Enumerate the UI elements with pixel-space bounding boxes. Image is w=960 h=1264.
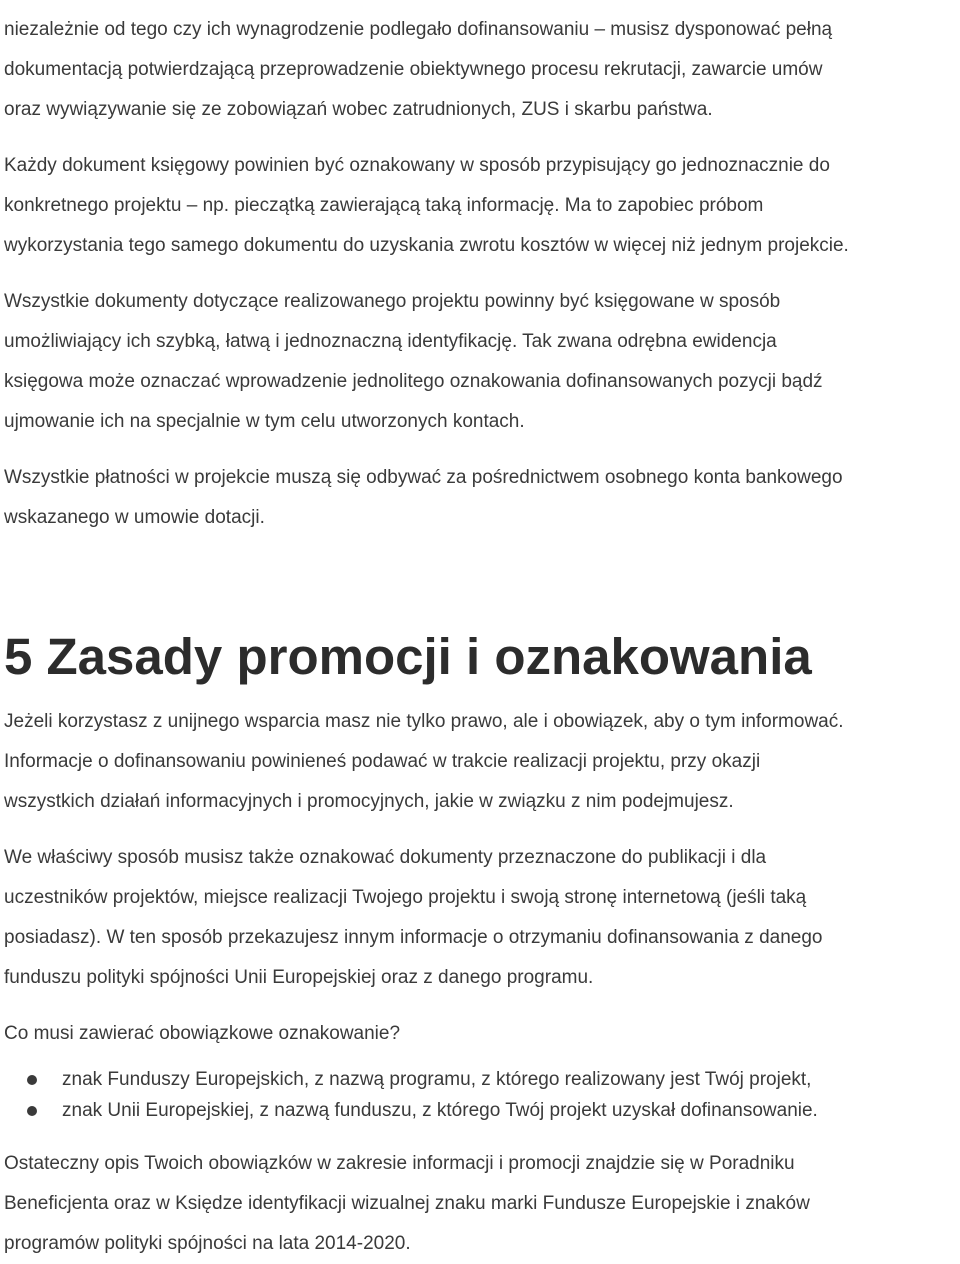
text-line: niezależnie od tego czy ich wynagrodzenie podlegało dofinansowaniu – musisz dysponować pełną xyxy=(4,19,833,40)
document-page xyxy=(4,0,956,1264)
paragraph-question xyxy=(4,1014,956,1054)
text-line: programów polityki spójności na lata 2014-2020. xyxy=(4,1233,411,1254)
paragraph-documentation xyxy=(4,10,956,130)
text-line: posiadasz). W ten sposób przekazujesz innym informacje o otrzymaniu dofinansowania z danego xyxy=(4,927,823,948)
text-line: Każdy dokument księgowy powinien być oznakowany w sposób przypisujący go jednoznacznie do xyxy=(4,155,830,176)
list-item xyxy=(4,1095,956,1126)
paragraph-separate-records xyxy=(4,282,956,442)
paragraph-payments xyxy=(4,458,956,538)
section-heading: 5 Zasady promocji i oznakowania xyxy=(4,628,812,685)
paragraph-accounting-marking xyxy=(4,146,956,266)
text-line: umożliwiający ich szybką, łatwą i jednoznaczną identyfikację. Tak zwana odrębna ewidencja xyxy=(4,331,777,352)
text-line: Co musi zawierać obowiązkowe oznakowanie? xyxy=(4,1023,401,1044)
bullet-dot-icon xyxy=(27,1106,37,1116)
text-line: Beneficjenta oraz w Księdze identyfikacji wizualnej znaku marki Fundusze Europejskie i znaków xyxy=(4,1193,810,1214)
bullet-dot-icon xyxy=(27,1075,37,1085)
text-line: oraz wywiązywanie się ze zobowiązań wobec zatrudnionych, ZUS i skarbu państwa. xyxy=(4,99,713,120)
list-item-text: znak Funduszy Europejskich, z nazwą programu, z którego realizowany jest Twój projekt, xyxy=(62,1069,812,1090)
paragraph-marking-documents xyxy=(4,838,956,998)
text-line: funduszu polityki spójności Unii Europejskiej oraz z danego programu. xyxy=(4,967,594,988)
text-line: Ostateczny opis Twoich obowiązków w zakresie informacji i promocji znajdzie się w Poradniku xyxy=(4,1153,795,1174)
text-line: dokumentacją potwierdzającą przeprowadzenie obiektywnego procesu rekrutacji, zawarcie umów xyxy=(4,59,823,80)
text-line: We właściwy sposób musisz także oznakować dokumenty przeznaczone do publikacji i dla xyxy=(4,847,767,868)
text-line: wykorzystania tego samego dokumentu do uzyskania zwrotu kosztów w więcej niż jednym projekcie. xyxy=(4,235,849,256)
bullet-list xyxy=(4,1064,956,1126)
paragraph-promotion-duty xyxy=(4,702,956,822)
text-line: wskazanego w umowie dotacji. xyxy=(4,507,265,528)
text-line: uczestników projektów, miejsce realizacji Twojego projektu i swoją stronę internetową (jeśli taką xyxy=(4,887,807,908)
text-line: ujmowanie ich na specjalnie w tym celu utworzonych kontach. xyxy=(4,411,525,432)
text-line: Jeżeli korzystasz z unijnego wsparcia masz nie tylko prawo, ale i obowiązek, aby o tym informować. xyxy=(4,711,844,732)
text-line: Wszystkie płatności w projekcie muszą się odbywać za pośrednictwem osobnego konta bankowego xyxy=(4,467,843,488)
text-line: księgowa może oznaczać wprowadzenie jednolitego oznakowania dofinansowanych pozycji bądź xyxy=(4,371,823,392)
list-item xyxy=(4,1064,956,1095)
text-line: konkretnego projektu – np. pieczątką zawierającą taką informację. Ma to zapobiec próbom xyxy=(4,195,764,216)
text-line: wszystkich działań informacyjnych i promocyjnych, jakie w związku z nim podejmujesz. xyxy=(4,791,734,812)
list-item-text: znak Unii Europejskiej, z nazwą funduszu, z którego Twój projekt uzyskał dofinansowanie. xyxy=(62,1100,818,1121)
paragraph-final xyxy=(4,1144,956,1264)
text-line: Informacje o dofinansowaniu powinieneś podawać w trakcie realizacji projektu, przy okazji xyxy=(4,751,761,772)
text-line: Wszystkie dokumenty dotyczące realizowanego projektu powinny być księgowane w sposób xyxy=(4,291,781,312)
